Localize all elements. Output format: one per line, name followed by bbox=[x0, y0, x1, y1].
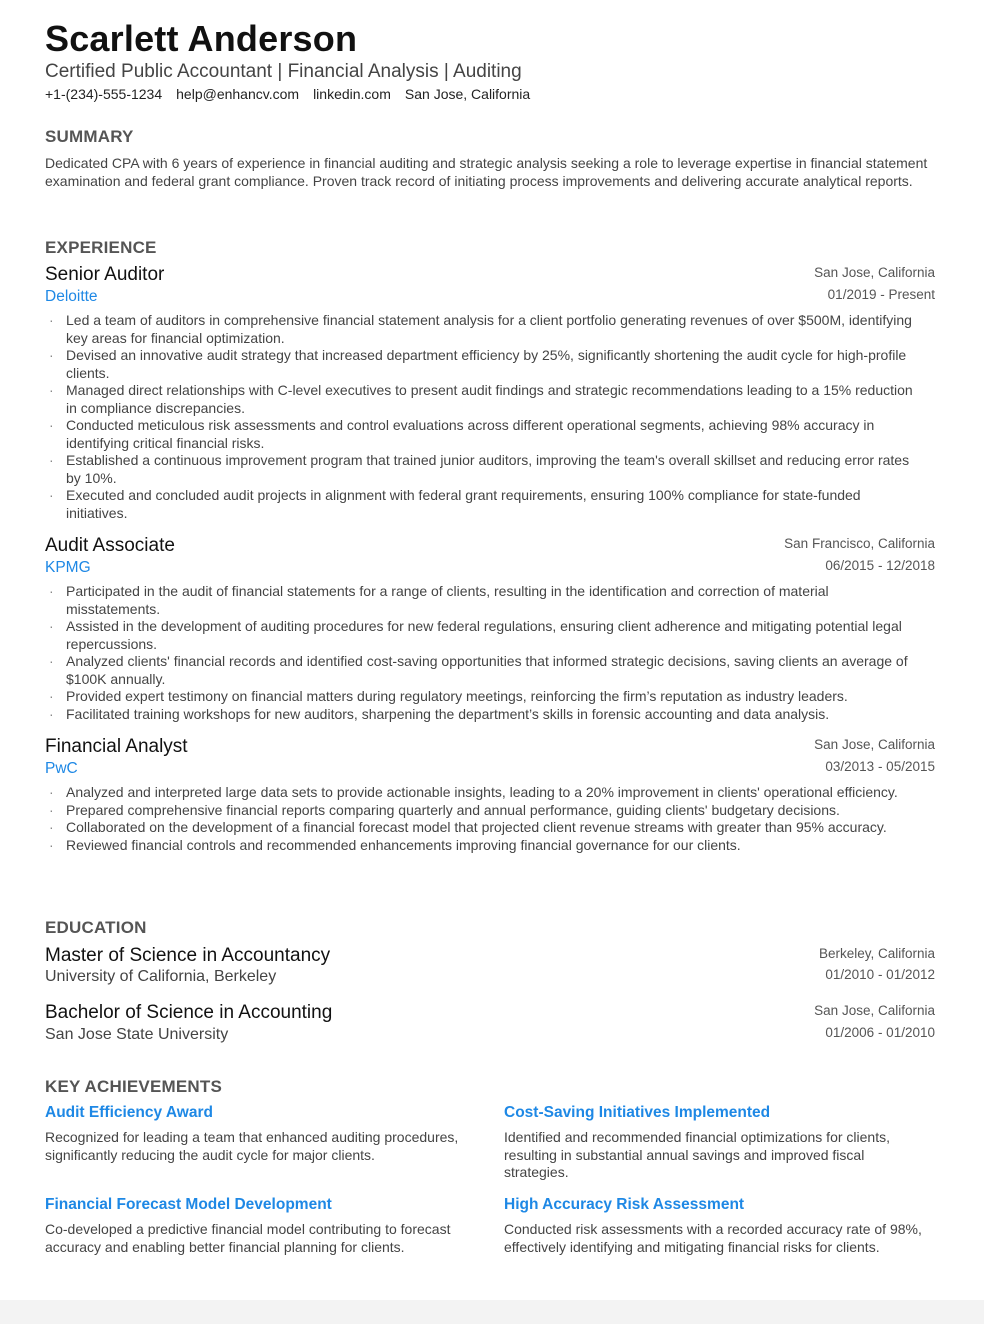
education-school: University of California, Berkeley bbox=[45, 968, 277, 985]
bullet-icon: · bbox=[49, 705, 54, 722]
education-location: Berkeley, California bbox=[818, 946, 935, 961]
list-item: · Participated in the audit of financial statements for a range of clients, resulting in the identification and correction of material misstatements. bbox=[49, 583, 829, 617]
contact-location: San Jose, California bbox=[404, 86, 531, 102]
contact-bar bbox=[45, 86, 530, 102]
education-school: San Jose State University bbox=[45, 1026, 229, 1043]
job-title: Audit Associate bbox=[45, 535, 175, 556]
education-degree: Master of Science in Accountancy bbox=[45, 945, 331, 966]
list-item: · Assisted in the development of auditing procedures for new federal regulations, ensuring client adherence and mitigating potential legal repercussions. bbox=[49, 618, 902, 652]
list-item: · Facilitated training workshops for new auditors, sharpening the department’s skills in forensic accounting and data analysis. bbox=[49, 705, 830, 722]
bullet-icon: · bbox=[49, 312, 54, 328]
education-degree: Bachelor of Science in Accounting bbox=[45, 1002, 333, 1023]
bullet-icon: · bbox=[49, 583, 54, 599]
job-company[interactable]: PwC bbox=[45, 760, 78, 777]
achievement-title: Financial Forecast Model Development bbox=[45, 1196, 332, 1213]
bullet-icon: · bbox=[49, 452, 54, 468]
candidate-headline: Certified Public Accountant | Financial Analysis | Auditing bbox=[45, 61, 522, 82]
list-item: · Managed direct relationships with C-level executives to present audit findings and strategic recommendations leading to a 15% reduction in compliance discrepancies. bbox=[49, 382, 913, 416]
bullet-icon: · bbox=[49, 801, 54, 818]
job-title: Senior Auditor bbox=[45, 264, 165, 285]
job-bullet-list bbox=[45, 784, 925, 854]
list-item: · Conducted meticulous risk assessments and control evaluations across different operational segments, achieving 98% accuracy in identifying critical financial risks. bbox=[49, 417, 875, 451]
list-item: · Devised an innovative audit strategy that increased department efficiency by 25%, significantly shortening the audit cycle for high-profile clients. bbox=[49, 347, 907, 381]
contact-phone[interactable]: +1-(234)-555-1234 bbox=[45, 86, 163, 102]
job-bullet-list bbox=[45, 312, 925, 522]
bullet-icon: · bbox=[49, 487, 54, 503]
list-item: · Analyzed and interpreted large data sets to provide actionable insights, leading to a 20% improvement in clients' operational efficiency. bbox=[49, 784, 898, 800]
job-location: San Jose, California bbox=[814, 265, 935, 280]
bullet-icon: · bbox=[49, 382, 54, 398]
achievement-description: Conducted risk assessments with a recorded accuracy rate of 98%, effectively identifying and mitigating financial risks for clients. bbox=[504, 1221, 922, 1255]
bullet-icon: · bbox=[49, 618, 54, 634]
job-title: Financial Analyst bbox=[45, 736, 188, 757]
list-item: · Collaborated on the development of a financial forecast model that projected client revenue streams with greater than 95% accuracy. bbox=[49, 819, 887, 835]
list-item: · Executed and concluded audit projects in alignment with federal grant requirements, ensuring 100% compliance for state-funded initiatives. bbox=[49, 487, 861, 521]
contact-email[interactable]: help@enhancv.com bbox=[176, 86, 300, 102]
bullet-icon: · bbox=[49, 653, 54, 669]
section-title-experience: EXPERIENCE bbox=[45, 238, 157, 257]
list-item: · Provided expert testimony on financial matters during regulatory meetings, reinforcing the firm’s reputation as industry leaders. bbox=[49, 688, 848, 704]
bullet-icon: · bbox=[49, 784, 54, 800]
job-dates: 03/2013 - 05/2015 bbox=[825, 759, 935, 774]
list-item: · Established a continuous improvement program that trained junior auditors, improving the team's overall skillset and reducing error rates by 10%. bbox=[49, 452, 910, 486]
achievement-description: Co-developed a predictive financial model contributing to forecast accuracy and enabling better financial planning for clients. bbox=[45, 1221, 451, 1255]
section-title-summary: SUMMARY bbox=[45, 127, 134, 146]
list-item: · Analyzed clients' financial records and identified cost-saving opportunities that informed strategic decisions, saving clients an average of $100K annually. bbox=[49, 653, 908, 687]
candidate-name: Scarlett Anderson bbox=[45, 18, 358, 59]
job-company[interactable]: Deloitte bbox=[45, 288, 98, 305]
list-item: · Prepared comprehensive financial reports comparing quarterly and annual performance, guiding clients' budgetary decisions. bbox=[49, 801, 840, 818]
achievement-description: Identified and recommended financial optimizations for clients, resulting in substantial annual savings and improved fiscal strategies. bbox=[504, 1129, 890, 1180]
education-location: San Jose, California bbox=[814, 1003, 935, 1018]
education-dates: 01/2006 - 01/2010 bbox=[825, 1025, 935, 1040]
section-title-education: EDUCATION bbox=[45, 918, 147, 937]
job-location: San Jose, California bbox=[814, 737, 935, 752]
section-title-achievements: KEY ACHIEVEMENTS bbox=[45, 1077, 223, 1096]
page-bottom-margin bbox=[0, 1300, 984, 1324]
achievement-title: Audit Efficiency Award bbox=[45, 1104, 213, 1121]
achievement-title: High Accuracy Risk Assessment bbox=[504, 1196, 745, 1213]
job-location: San Francisco, California bbox=[784, 536, 935, 551]
summary-text: Dedicated CPA with 6 years of experience in financial auditing and strategic analysis seeking a role to leverage expertise in financial statement examination and federal grant compliance. Proven track record of initiating process improvements and delivering accurate analytical reports. bbox=[45, 155, 928, 189]
achievement-title: Cost-Saving Initiatives Implemented bbox=[504, 1104, 771, 1121]
bullet-icon: · bbox=[49, 836, 54, 853]
job-company[interactable]: KPMG bbox=[45, 559, 91, 576]
bullet-icon: · bbox=[49, 819, 54, 835]
job-dates: 06/2015 - 12/2018 bbox=[825, 558, 935, 573]
achievement-description: Recognized for leading a team that enhanced auditing procedures, significantly reducing the audit cycle for major clients. bbox=[45, 1129, 459, 1163]
contact-linkedin[interactable]: linkedin.com bbox=[313, 86, 391, 102]
job-bullet-list bbox=[45, 583, 925, 723]
bullet-icon: · bbox=[49, 417, 54, 433]
bullet-icon: · bbox=[49, 347, 54, 363]
job-dates: 01/2019 - Present bbox=[827, 287, 935, 302]
list-item: · Reviewed financial controls and recommended enhancements improving financial governance for our clients. bbox=[49, 836, 741, 853]
bullet-icon: · bbox=[49, 688, 54, 704]
education-dates: 01/2010 - 01/2012 bbox=[825, 967, 935, 982]
list-item: · Led a team of auditors in comprehensive financial statement analysis for a client portfolio generating revenues of over $500M, identifying key areas for financial optimization. bbox=[49, 312, 912, 346]
